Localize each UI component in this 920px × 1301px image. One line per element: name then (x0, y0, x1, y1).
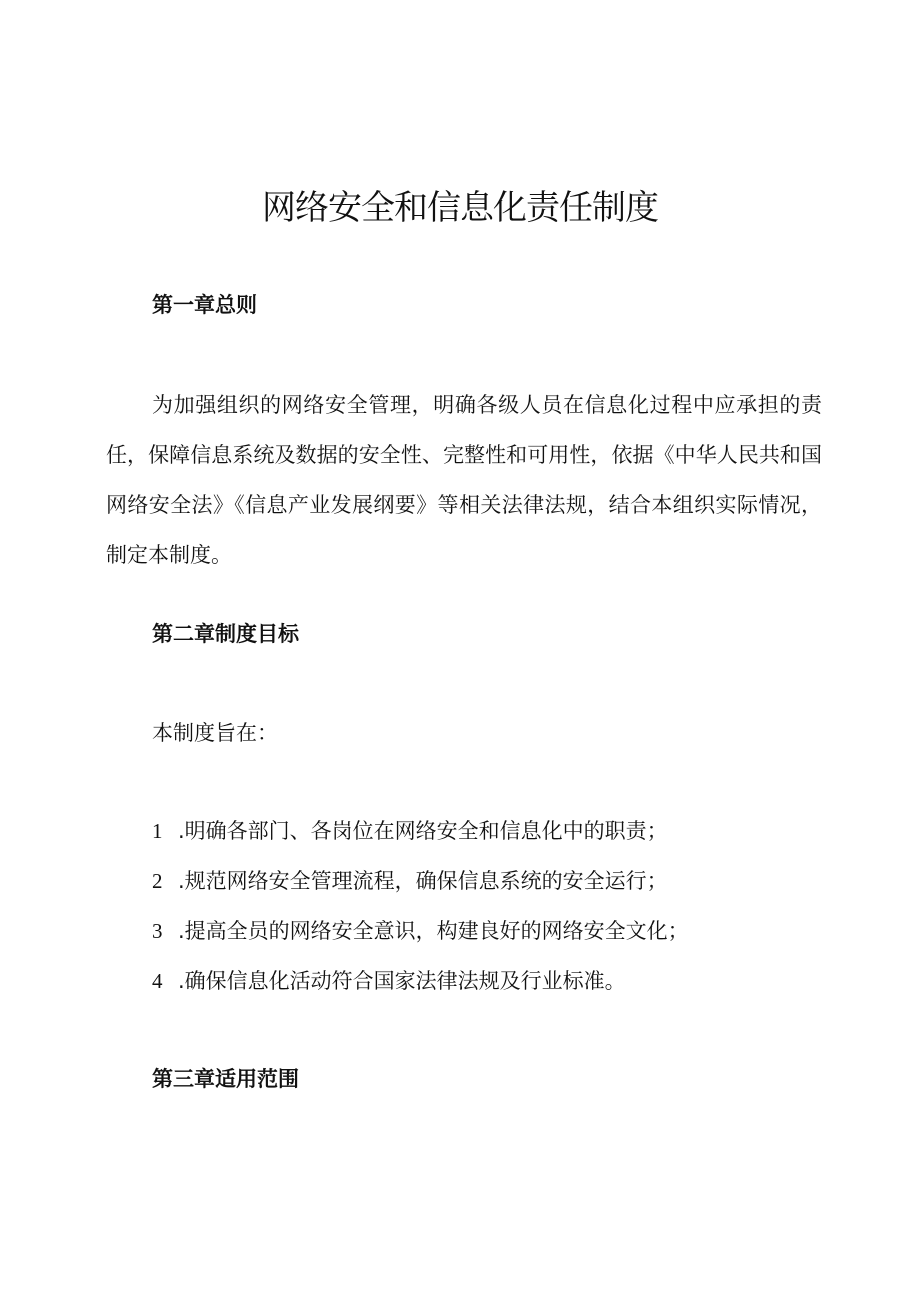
chapter-2-heading: 第二章制度目标 (152, 622, 299, 646)
list-item-number: 2 (152, 869, 163, 893)
list-item (152, 816, 689, 846)
list-item-number: 1 (152, 819, 163, 843)
chapter-1-paragraph: 为加强组织的网络安全管理，明确各级人员在信息化过程中应承担的责任，保障信息系统及数据的安全性、完整性和可用性，依据《中华人民共和国网络安全法》《信息产业发展纲要》等相关法律法规，结合本组织实际情况，制定本制度。 (106, 393, 822, 567)
list-item (152, 866, 689, 896)
chapter-2-intro: 本制度旨在： (152, 721, 278, 745)
goal-list (152, 816, 689, 1016)
chapter-3-heading: 第三章适用范围 (152, 1067, 299, 1091)
chapter-1-heading: 第一章总则 (152, 293, 257, 317)
document-title: 网络安全和信息化责任制度 (262, 188, 658, 228)
list-item-number: 3 (152, 919, 163, 943)
list-item-number: 4 (152, 969, 163, 993)
list-item-text: .确保信息化活动符合国家法律法规及行业标准。 (178, 969, 626, 993)
list-item-text: .提高全员的网络安全意识，构建良好的网络安全文化； (178, 919, 689, 943)
list-item-text: .明确各部门、各岗位在网络安全和信息化中的职责； (178, 819, 668, 843)
list-item-text: .规范网络安全管理流程，确保信息系统的安全运行； (178, 869, 668, 893)
list-item (152, 966, 689, 996)
list-item (152, 916, 689, 946)
